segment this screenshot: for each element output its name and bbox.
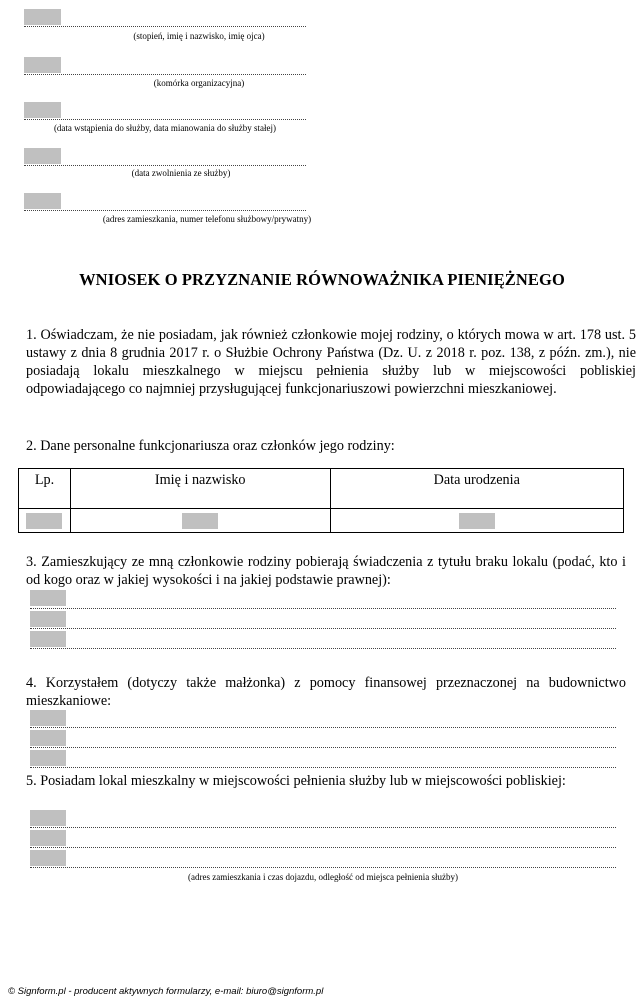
address-phone-line xyxy=(24,210,306,211)
benefits-line-2 xyxy=(30,628,616,629)
column-header-name: Imię i nazwisko xyxy=(70,469,330,509)
address-phone-field[interactable] xyxy=(24,193,61,209)
own-flat-line-2 xyxy=(30,847,616,848)
benefits-field-1[interactable] xyxy=(30,590,66,606)
rank-name-line xyxy=(24,26,306,27)
rank-name-caption: (stopień, imię i nazwisko, imię ojca) xyxy=(133,31,265,41)
table-row xyxy=(19,509,624,533)
own-flat-caption: (adres zamieszkania i czas dojazdu, odległość od miejsca pełnienia służby) xyxy=(188,872,458,882)
section-5-heading: 5. Posiadam lokal mieszkalny w miejscowości pełnienia służby lub w miejscowości pobliskiej: xyxy=(26,773,566,789)
own-flat-field-2[interactable] xyxy=(30,830,66,846)
organizational-unit-caption: (komórka organizacyjna) xyxy=(153,78,245,88)
address-phone-caption: (adres zamieszkania, numer telefonu służbowy/prywatny) xyxy=(102,214,312,224)
dismissal-date-caption: (data zwolnienia ze służby) xyxy=(131,168,231,178)
housing-aid-field-1[interactable] xyxy=(30,710,66,726)
housing-aid-line-3 xyxy=(30,767,616,768)
organizational-unit-line xyxy=(24,74,306,75)
name-cell xyxy=(70,509,330,533)
dismissal-date-field[interactable] xyxy=(24,148,61,164)
column-header-lp: Lp. xyxy=(19,469,71,509)
dismissal-date-line xyxy=(24,165,306,166)
organizational-unit-field[interactable] xyxy=(24,57,61,73)
rank-name-field[interactable] xyxy=(24,9,61,25)
section-1-statement: 1. Oświadczam, że nie posiadam, jak również członkowie mojej rodziny, o których mowa w art. 178 ust. 5 ustawy z dnia 8 grudnia 2017 r. o Służbie Ochrony Państwa (Dz. U. z 2018 r. poz. 138, z późn. zm.), nie posiadają lokalu mieszkalnego w miejscu pełnienia służby lub w miejscowości pobliskiej odpowiadającego co najmniej przysługującej funkcjonariuszowi powierzchni mieszkaniowej. xyxy=(26,327,636,397)
service-dates-field[interactable] xyxy=(24,102,61,118)
service-dates-line xyxy=(24,119,306,120)
birthdate-cell xyxy=(330,509,624,533)
name-input[interactable] xyxy=(182,513,218,529)
lp-cell xyxy=(19,509,71,533)
table-header-row xyxy=(19,469,624,509)
own-flat-line-3 xyxy=(30,867,616,868)
page-title: WNIOSEK O PRZYZNANIE RÓWNOWAŻNIKA PIENIĘŻNEGO xyxy=(79,270,565,289)
benefits-field-3[interactable] xyxy=(30,631,66,647)
section-2-heading: 2. Dane personalne funkcjonariusza oraz członków jego rodziny: xyxy=(26,438,395,454)
housing-aid-line-2 xyxy=(30,747,616,748)
benefits-field-2[interactable] xyxy=(30,611,66,627)
own-flat-field-1[interactable] xyxy=(30,810,66,826)
section-4-heading: 4. Korzystałem (dotyczy także małżonka) z pomocy finansowej przeznaczonej na budownictwo mieszkaniowe: xyxy=(26,675,626,709)
family-members-table xyxy=(18,468,624,533)
own-flat-field-3[interactable] xyxy=(30,850,66,866)
birthdate-input[interactable] xyxy=(459,513,495,529)
benefits-line-1 xyxy=(30,608,616,609)
column-header-birthdate: Data urodzenia xyxy=(330,469,624,509)
own-flat-line-1 xyxy=(30,827,616,828)
housing-aid-field-3[interactable] xyxy=(30,750,66,766)
footer-credit: © Signform.pl - producent aktywnych formularzy, e-mail: biuro@signform.pl xyxy=(8,986,324,997)
benefits-line-3 xyxy=(30,648,616,649)
section-3-heading: 3. Zamieszkujący ze mną członkowie rodziny pobierają świadczenia z tytułu braku lokalu (podać, kto i od kogo oraz w jakiej wysokości i na jakiej podstawie prawnej): xyxy=(26,554,626,588)
service-dates-caption: (data wstąpienia do służby, data mianowania do służby stałej) xyxy=(53,123,277,133)
lp-input[interactable] xyxy=(26,513,62,529)
housing-aid-field-2[interactable] xyxy=(30,730,66,746)
housing-aid-line-1 xyxy=(30,727,616,728)
